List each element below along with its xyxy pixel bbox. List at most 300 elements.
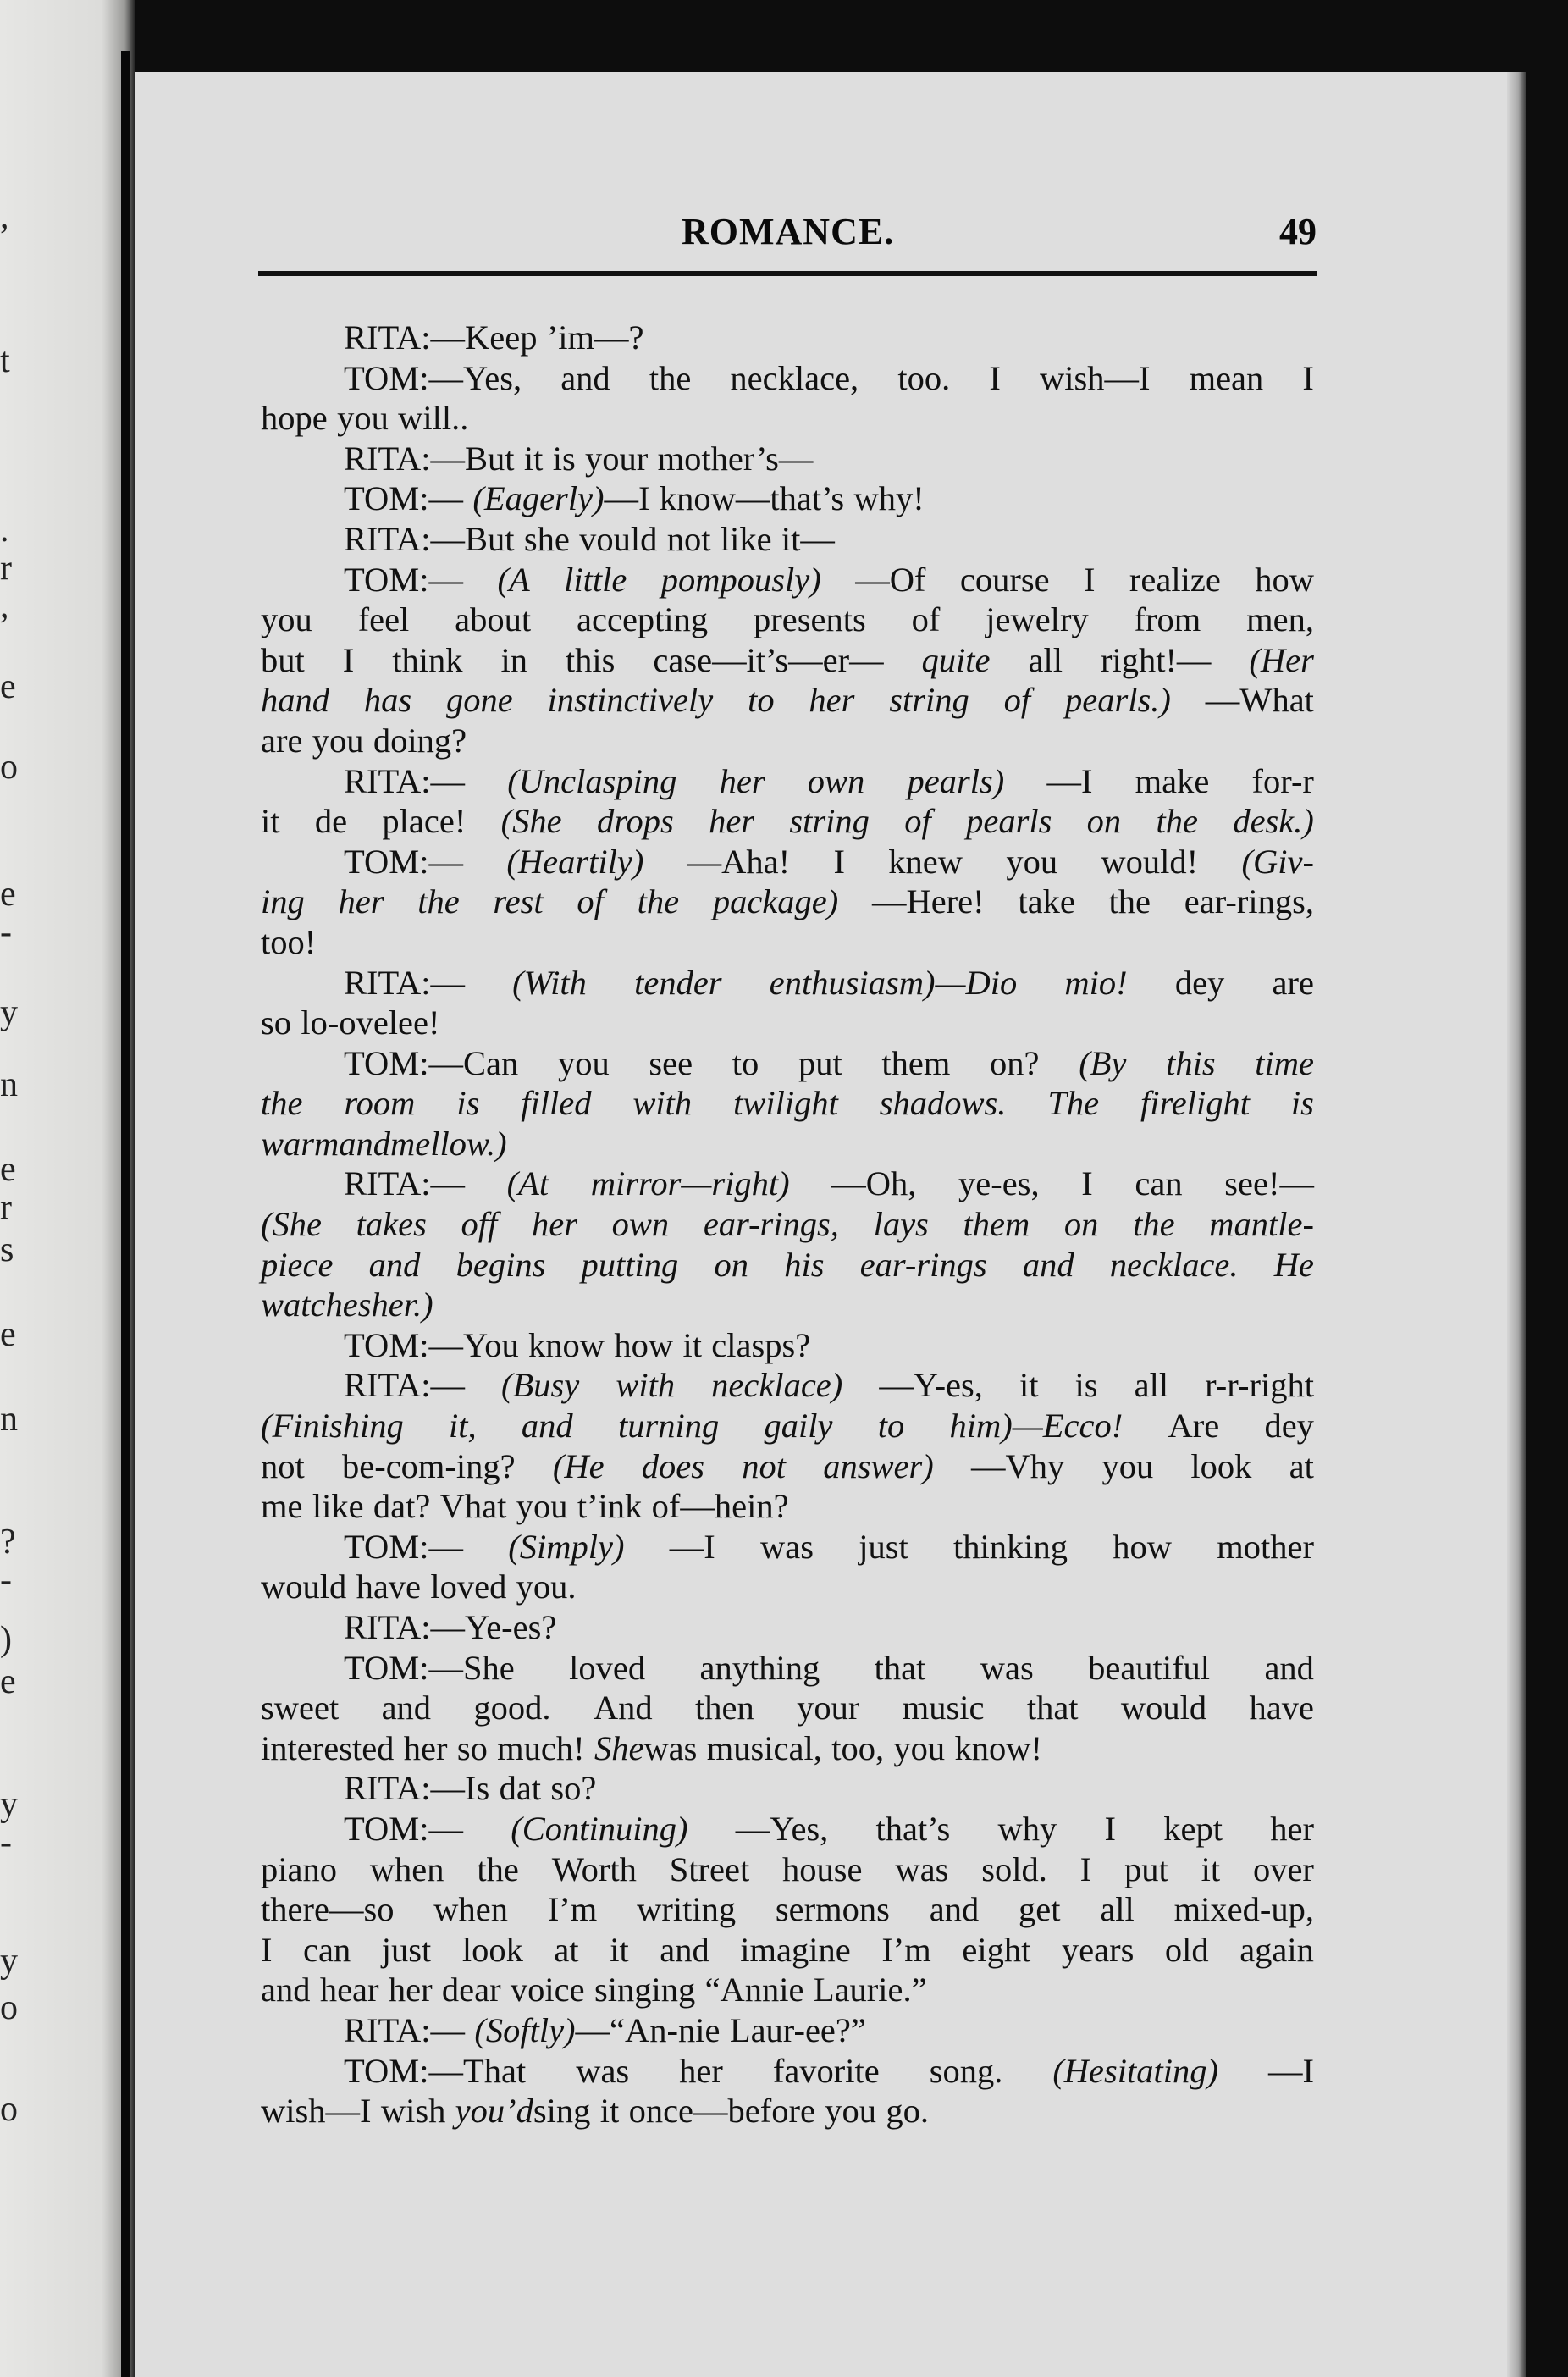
dialogue-word: RITA:— xyxy=(344,963,465,1002)
stage-direction-word: his xyxy=(784,1245,825,1284)
stage-direction-word: answer) xyxy=(823,1446,934,1485)
dialogue-word: the xyxy=(1108,882,1151,921)
stage-direction-word: putting xyxy=(581,1245,679,1284)
dialogue-word: was xyxy=(980,1648,1034,1687)
dialogue-word: TOM:— xyxy=(344,1527,464,1566)
stage-direction-word: (With xyxy=(512,963,587,1002)
dialogue-word: go. xyxy=(886,2092,929,2131)
dialogue-word: are xyxy=(1272,963,1314,1002)
text-line xyxy=(261,2051,1314,2092)
dialogue-word: know xyxy=(528,1325,605,1364)
facing-page-fragment: e xyxy=(0,1662,16,1701)
dialogue-word: so xyxy=(456,1728,488,1767)
dialogue-word: ’im—? xyxy=(546,318,644,357)
dialogue-word: over xyxy=(1252,1849,1314,1888)
stage-direction-word: it, xyxy=(449,1407,477,1446)
stage-direction-word: necklace) xyxy=(711,1366,843,1405)
stage-direction-word: warm xyxy=(261,1124,340,1163)
dialogue-word: I xyxy=(1081,1164,1093,1203)
stage-direction-word: mantle- xyxy=(1209,1205,1314,1244)
dialogue-word: it xyxy=(1019,1366,1039,1405)
dialogue-word: Are xyxy=(1168,1407,1220,1446)
dialogue-word: your xyxy=(585,439,649,478)
text-line xyxy=(261,398,1314,439)
stage-direction-word: ear-rings, xyxy=(703,1205,839,1244)
dialogue-word: you xyxy=(312,721,364,760)
dialogue-word: interested xyxy=(261,1728,395,1767)
stage-direction-word: (Her xyxy=(1249,640,1314,679)
dialogue-word: of xyxy=(911,600,941,639)
dialogue-word: when xyxy=(369,1849,444,1888)
stage-direction-word: does xyxy=(641,1446,705,1485)
stage-direction-word: the xyxy=(1133,1205,1175,1244)
dialogue-word: musical, xyxy=(706,1728,822,1767)
dialogue-word: I xyxy=(342,640,355,679)
dialogue-word: you xyxy=(261,600,312,639)
stage-direction-word: The xyxy=(1047,1084,1100,1123)
text-line xyxy=(261,1809,1314,1849)
dialogue-word: her xyxy=(1270,1809,1314,1848)
dialogue-word: you xyxy=(893,1728,946,1767)
stage-direction-word: the xyxy=(637,882,680,921)
text-line xyxy=(261,882,1314,922)
facing-page-fragment: , xyxy=(0,587,9,626)
stage-direction-word: pearls.) xyxy=(1065,681,1171,720)
dialogue-word: see!— xyxy=(1224,1164,1314,1203)
stage-direction-word: (Finishing xyxy=(261,1407,404,1446)
dialogue-word: how xyxy=(1113,1527,1173,1566)
dialogue-word: course xyxy=(959,560,1050,599)
dialogue-word: can xyxy=(1135,1164,1183,1203)
text-line xyxy=(261,761,1314,802)
dialogue-word: she xyxy=(523,519,570,558)
facing-page-fragment: e xyxy=(0,1150,16,1189)
text-line xyxy=(261,1768,1314,1809)
text-line xyxy=(261,721,1314,761)
dialogue-word: —Y-es, xyxy=(879,1366,983,1405)
dialogue-word: her xyxy=(679,2051,723,2090)
dialogue-word: and xyxy=(1264,1648,1314,1687)
dialogue-word: it xyxy=(682,1325,702,1364)
stage-direction-word: room xyxy=(344,1084,416,1123)
dialogue-word: like xyxy=(720,519,772,558)
stage-direction-word: enthusiasm)—Dio xyxy=(769,963,1018,1002)
dialogue-word: you xyxy=(557,1043,610,1082)
text-line xyxy=(261,358,1314,399)
dialogue-word: I xyxy=(1302,358,1314,397)
dialogue-word: have xyxy=(356,1567,422,1606)
dialogue-word: when xyxy=(433,1890,508,1929)
dialogue-word: I xyxy=(1083,560,1096,599)
dialogue-word: Laurie.” xyxy=(813,1971,927,2009)
dialogue-word: mixed-up, xyxy=(1173,1890,1314,1929)
dialogue-word: lo-ovelee! xyxy=(301,1003,440,1042)
stage-direction-word: lays xyxy=(873,1205,929,1244)
stage-direction-word: and xyxy=(368,1245,421,1284)
stage-direction-word: pompously) xyxy=(660,560,821,599)
text-line xyxy=(261,1486,1314,1527)
dialogue-word: once—before xyxy=(628,2092,815,2131)
stage-direction-word: turning xyxy=(617,1407,720,1446)
stage-direction-word: (She xyxy=(500,802,562,841)
dialogue-word: I xyxy=(989,358,1001,397)
dialogue-word: RITA:—But xyxy=(344,519,515,558)
text-line xyxy=(261,1970,1314,2010)
dialogue-word: Worth xyxy=(551,1849,637,1888)
stage-direction-word: firelight xyxy=(1140,1084,1250,1123)
facing-page-fragment: - xyxy=(0,913,12,952)
stage-direction-word: He xyxy=(1273,1245,1314,1284)
stage-direction-word: with xyxy=(616,1366,676,1405)
stage-direction-word: pearls) xyxy=(907,761,1005,800)
stage-direction-word: string xyxy=(889,681,969,720)
dialogue-word: it xyxy=(523,439,544,478)
text-line xyxy=(261,1365,1314,1406)
stage-direction-word: is xyxy=(456,1084,480,1123)
stage-direction-word: piece xyxy=(261,1245,334,1284)
dialogue-word: it xyxy=(261,802,280,841)
dialogue-word: —I xyxy=(669,1527,715,1566)
dialogue-word: it— xyxy=(781,519,835,558)
dialogue-word: —What xyxy=(1205,681,1314,720)
dialogue-word: doing? xyxy=(373,721,467,760)
dialogue-word: take xyxy=(1018,882,1075,921)
stage-direction-word: the xyxy=(1156,802,1198,841)
dialogue-word: not xyxy=(666,519,711,558)
dialogue-word: just xyxy=(381,1930,432,1969)
stage-direction-word: hand xyxy=(261,681,329,720)
dialogue-word: I’m xyxy=(547,1890,598,1929)
stage-direction-word: the xyxy=(417,882,460,921)
stage-direction-word: She xyxy=(594,1728,644,1767)
text-line xyxy=(261,318,1314,358)
dialogue-word: her xyxy=(403,1728,448,1767)
dialogue-word: from xyxy=(1134,600,1201,639)
text-line xyxy=(261,600,1314,640)
dialogue-word: eight xyxy=(962,1930,1031,1969)
stage-direction-word: ing xyxy=(261,882,305,921)
dialogue-word: would! xyxy=(1101,842,1199,881)
stage-direction-word: with xyxy=(632,1084,693,1123)
dialogue-word: old xyxy=(1164,1930,1209,1969)
header-rule xyxy=(258,271,1317,276)
dialogue-word: you xyxy=(1006,842,1058,881)
dialogue-word: TOM:— xyxy=(344,560,464,599)
dialogue-word: —Here! xyxy=(871,882,985,921)
stage-direction-word: her xyxy=(719,761,765,800)
dialogue-word: TOM:—That xyxy=(344,2051,527,2090)
dialogue-word: why xyxy=(997,1809,1057,1848)
dialogue-word: much! xyxy=(497,1728,585,1767)
dialogue-word: loved xyxy=(569,1648,646,1687)
stage-direction-word: this xyxy=(1166,1043,1216,1082)
stage-direction-word: and xyxy=(1022,1245,1074,1284)
dialogue-word: I xyxy=(833,842,845,881)
facing-page-fragment: o xyxy=(0,2090,18,2129)
stage-direction-word: is xyxy=(1290,1084,1314,1123)
dialogue-word: and xyxy=(560,358,610,397)
dialogue-word: again xyxy=(1239,1930,1314,1969)
facing-page-fragment: n xyxy=(0,1400,18,1439)
page-edge-shadow xyxy=(1507,72,1526,2377)
stage-direction-word: of xyxy=(577,882,604,921)
dialogue-word: wish—I xyxy=(261,2092,372,2131)
dialogue-word: —I xyxy=(1046,761,1093,800)
dialogue-word: all xyxy=(1028,640,1063,679)
dialogue-word: wish—I xyxy=(1039,358,1151,397)
stage-direction-word: necklace. xyxy=(1109,1245,1239,1284)
dialogue-word: your xyxy=(797,1689,860,1727)
gutter-shadow xyxy=(121,51,130,2377)
dialogue-word: all xyxy=(1134,1366,1169,1405)
stage-direction-word: (Simply) xyxy=(508,1527,625,1566)
dialogue-word: too. xyxy=(897,358,951,397)
dialogue-word: this xyxy=(565,640,616,679)
text-line xyxy=(261,680,1314,721)
dialogue-word: vould xyxy=(579,519,658,558)
facing-page-fragment: . xyxy=(0,511,9,550)
dialogue-word: favorite xyxy=(772,2051,880,2090)
dialogue-word: t’ink xyxy=(577,1487,643,1526)
dialogue-word: de xyxy=(314,802,348,841)
dialogue-word: can xyxy=(303,1930,351,1969)
dialogue-word: think xyxy=(392,640,463,679)
stage-direction-word: off xyxy=(461,1205,498,1244)
play-dialogue xyxy=(261,318,1314,2131)
dialogue-word: clasps? xyxy=(711,1325,811,1364)
stage-direction-word: (Unclasping xyxy=(507,761,677,800)
dialogue-word: then xyxy=(695,1689,754,1727)
stage-direction-word: on xyxy=(1063,1205,1099,1244)
stage-direction-word: little xyxy=(564,560,627,599)
dialogue-word: —Aha! xyxy=(687,842,791,881)
dialogue-word: men, xyxy=(1246,600,1314,639)
dialogue-word: dey xyxy=(1264,1407,1314,1446)
stage-direction-word: string xyxy=(789,802,870,841)
text-line xyxy=(261,478,1314,519)
dialogue-word: too, xyxy=(831,1728,885,1767)
dialogue-word: that xyxy=(874,1648,926,1687)
dialogue-word: would xyxy=(1120,1689,1207,1727)
stage-direction-word: her xyxy=(338,882,384,921)
dialogue-word: how xyxy=(614,1325,674,1364)
dialogue-word: TOM:— xyxy=(344,1809,464,1848)
stage-direction-word: them xyxy=(963,1205,1030,1244)
dialogue-word: was xyxy=(576,2051,630,2090)
stage-direction-word: drops xyxy=(596,802,674,841)
dialogue-word: was xyxy=(895,1849,949,1888)
text-line xyxy=(261,1567,1314,1607)
dialogue-word: dear xyxy=(441,1971,501,2009)
stage-direction-word: (Eagerly) xyxy=(472,479,605,518)
dialogue-word: beautiful xyxy=(1088,1648,1211,1687)
facing-page-fragment: - xyxy=(0,1561,12,1600)
dialogue-word: dey xyxy=(1174,963,1225,1002)
dialogue-word: you xyxy=(1101,1446,1154,1485)
facing-page-fragment: n xyxy=(0,1065,18,1104)
dialogue-word: RITA:— xyxy=(344,1164,465,1203)
text-line xyxy=(261,519,1314,560)
dialogue-word: music xyxy=(902,1689,985,1727)
dialogue-word: feel xyxy=(357,600,410,639)
text-line xyxy=(261,1527,1314,1567)
dialogue-word: good. xyxy=(473,1689,551,1727)
stage-direction-word: begins xyxy=(455,1245,546,1284)
stage-direction-word: mellow.) xyxy=(390,1124,507,1163)
dialogue-word: them xyxy=(881,1043,951,1082)
stage-direction-word: filled xyxy=(521,1084,592,1123)
dialogue-word: are xyxy=(261,721,303,760)
dialogue-word: for-r xyxy=(1251,761,1314,800)
text-line xyxy=(261,1245,1314,1285)
text-line xyxy=(261,439,1314,479)
facing-page-fragment: ? xyxy=(0,1523,16,1562)
dialogue-word: case—it’s—er— xyxy=(653,640,884,679)
dialogue-word: I xyxy=(1079,1849,1092,1888)
running-head xyxy=(258,203,1317,271)
stage-direction-word: (Softly) xyxy=(474,2010,576,2049)
stage-direction-word: of xyxy=(904,802,931,841)
text-line xyxy=(261,1204,1314,1245)
facing-page-fragment: r xyxy=(0,549,12,588)
dialogue-word: Street xyxy=(669,1849,750,1888)
dialogue-word: see xyxy=(649,1043,693,1082)
facing-page-fragment: ) xyxy=(0,1620,12,1659)
text-line xyxy=(261,922,1314,963)
dialogue-word: about xyxy=(455,600,532,639)
facing-page-fragment: o xyxy=(0,1988,18,2027)
dialogue-word: realize xyxy=(1129,560,1221,599)
text-line xyxy=(261,1124,1314,1164)
stage-direction-word: and xyxy=(339,1124,391,1163)
dialogue-word: thinking xyxy=(953,1527,1068,1566)
dialogue-word: mean xyxy=(1189,358,1264,397)
text-line xyxy=(261,1043,1314,1084)
dialogue-word: would xyxy=(261,1567,347,1606)
dialogue-word: —I xyxy=(604,479,650,518)
facing-page-fragment: e xyxy=(0,875,16,914)
stage-direction-word: own xyxy=(807,761,865,800)
facing-page-fragment: y xyxy=(0,993,18,1032)
stage-direction-word: shadows. xyxy=(879,1084,1007,1123)
dialogue-word: it xyxy=(610,1930,629,1969)
dialogue-word: loved xyxy=(430,1567,507,1606)
dialogue-word: on? xyxy=(990,1043,1040,1082)
dialogue-word: place! xyxy=(382,802,467,841)
facing-page-edge xyxy=(0,0,135,2377)
facing-page-fragment: e xyxy=(0,667,16,706)
page-number: 49 xyxy=(1279,211,1317,252)
dialogue-word: —I xyxy=(1267,2051,1314,2090)
dialogue-word: accepting xyxy=(577,600,709,639)
dialogue-word: —Of xyxy=(855,560,926,599)
stage-direction-word: pearls xyxy=(966,802,1052,841)
stage-direction-word: takes xyxy=(356,1205,427,1244)
dialogue-word: years xyxy=(1061,1930,1135,1969)
dialogue-word: “Annie xyxy=(704,1971,804,2009)
stage-direction-word: own xyxy=(611,1205,670,1244)
dialogue-word: RITA:— xyxy=(344,761,465,800)
dialogue-word: too! xyxy=(261,922,317,961)
stage-direction-word: to xyxy=(877,1407,905,1446)
stage-direction-word: not xyxy=(742,1446,787,1485)
dialogue-word: know! xyxy=(954,1728,1042,1767)
dialogue-word: knew xyxy=(888,842,963,881)
dialogue-word: dat xyxy=(499,1769,542,1808)
facing-page-fragment: - xyxy=(0,1823,12,1862)
facing-page-fragment: o xyxy=(0,748,18,787)
text-line xyxy=(261,1325,1314,1366)
stage-direction-word: (She xyxy=(261,1205,322,1244)
dialogue-word: but xyxy=(261,640,305,679)
dialogue-word: in xyxy=(500,640,527,679)
facing-page-fragment: t xyxy=(0,341,10,380)
stage-direction-word: gone xyxy=(445,681,513,720)
stage-direction-word: has xyxy=(363,681,412,720)
text-line xyxy=(261,1446,1314,1487)
dialogue-word: RITA:—But xyxy=(344,439,515,478)
dialogue-word: house xyxy=(782,1849,863,1888)
dialogue-word: kept xyxy=(1163,1809,1223,1848)
dialogue-word: mother’s— xyxy=(657,439,814,478)
stage-direction-word: her xyxy=(809,681,855,720)
text-line xyxy=(261,1889,1314,1930)
dialogue-word: jewelry xyxy=(986,600,1089,639)
text-line xyxy=(261,1688,1314,1728)
text-line xyxy=(261,1648,1314,1689)
dialogue-word: not xyxy=(261,1446,305,1485)
dialogue-word: is xyxy=(552,439,576,478)
stage-direction-word: the xyxy=(261,1084,303,1123)
text-line xyxy=(261,1849,1314,1890)
stage-direction-word: watches xyxy=(261,1285,372,1324)
text-line xyxy=(261,1285,1314,1325)
text-line xyxy=(261,1930,1314,1971)
dialogue-word: piano xyxy=(261,1849,337,1888)
dialogue-word: anything xyxy=(699,1648,820,1687)
facing-page-fragment: y xyxy=(0,1785,18,1824)
dialogue-word: was xyxy=(759,1527,814,1566)
dialogue-word: look xyxy=(1190,1446,1252,1485)
stage-direction-word: and xyxy=(521,1407,573,1446)
dialogue-word: —Vhy xyxy=(970,1446,1065,1485)
text-line xyxy=(261,560,1314,600)
dialogue-word: —Yes, xyxy=(735,1809,829,1848)
dialogue-word: how xyxy=(1255,560,1314,599)
dialogue-word: RITA:—Is xyxy=(344,1769,490,1808)
stage-direction-word: to xyxy=(748,681,775,720)
text-line xyxy=(261,963,1314,1003)
facing-page-fragment: s xyxy=(0,1230,14,1269)
stage-direction-word: (Continuing) xyxy=(511,1809,688,1848)
stage-direction-word: mirror—right) xyxy=(590,1164,790,1203)
stage-direction-word: of xyxy=(1003,681,1031,720)
dialogue-word: will.. xyxy=(398,399,469,438)
dialogue-word: you. xyxy=(516,1567,577,1606)
dialogue-word: I xyxy=(261,1930,273,1969)
dialogue-word: TOM:—Can xyxy=(344,1043,519,1082)
stage-direction-word: on xyxy=(714,1245,749,1284)
stage-direction-word: desk.) xyxy=(1233,802,1314,841)
stage-direction-word: you’d xyxy=(455,2092,533,2131)
facing-page-fragment: r xyxy=(0,1188,12,1227)
dialogue-word: be-com-ing? xyxy=(341,1446,516,1485)
dialogue-word: ye-es, xyxy=(958,1164,1040,1203)
dialogue-word: was xyxy=(643,1728,698,1767)
dialogue-word: you xyxy=(516,1487,568,1526)
stage-direction-word: (By xyxy=(1079,1043,1127,1082)
dialogue-word: And xyxy=(593,1689,653,1727)
